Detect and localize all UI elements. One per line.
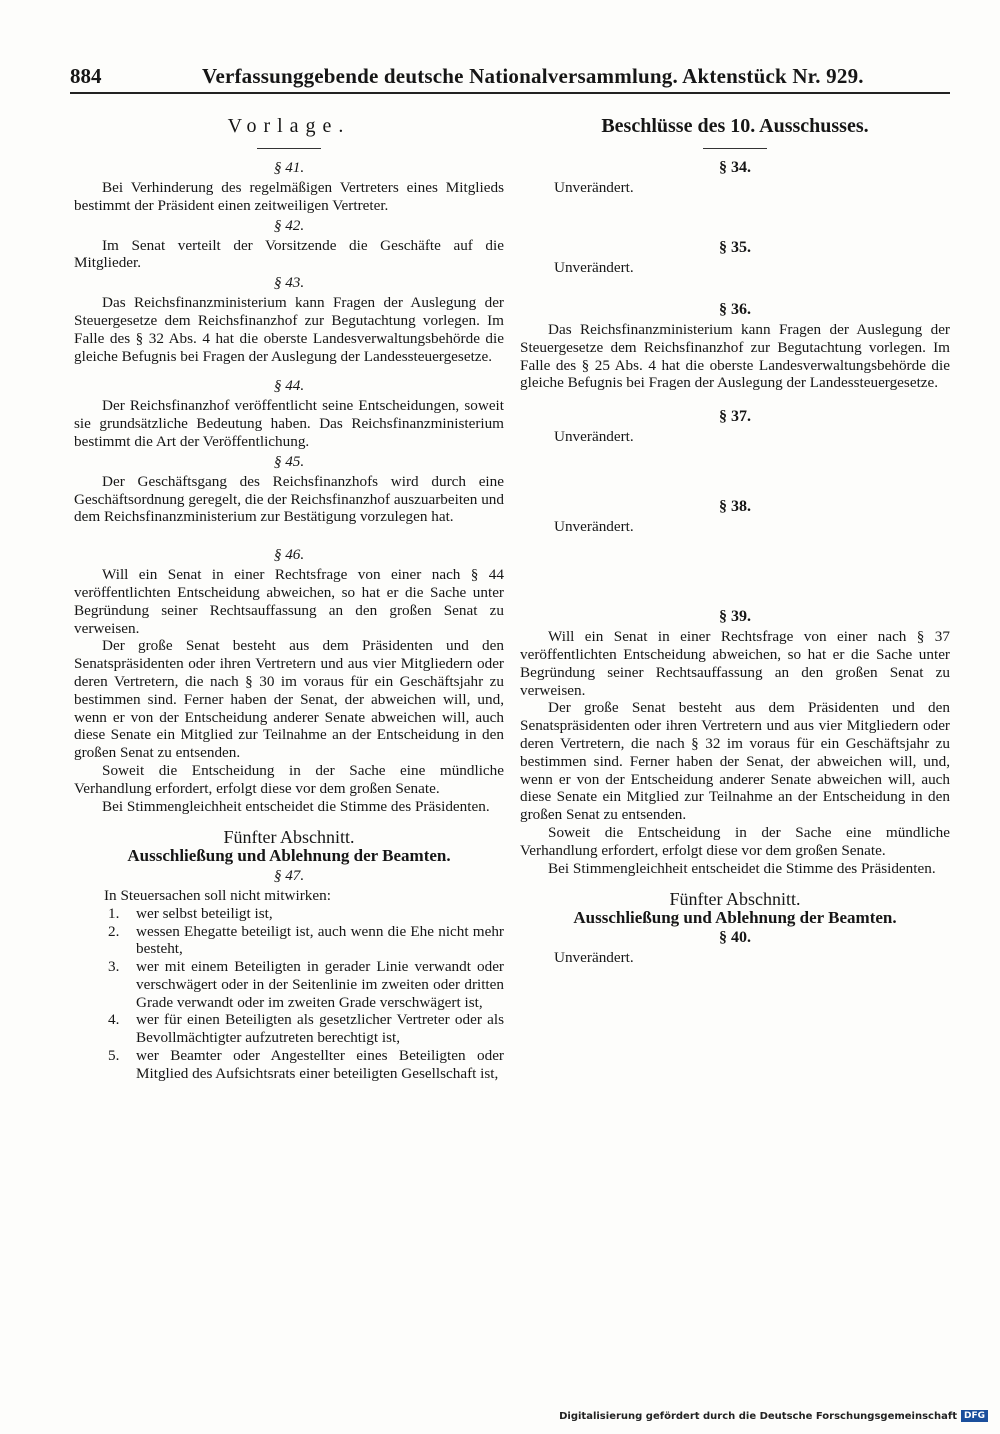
unchanged-text: Unverändert.: [554, 518, 634, 536]
list-item: 3. wer mit einem Beteiligten in gerader Linie verwandt oder verschwägert oder in der Seitenlinie im zweiten oder dritten Grade verwandt oder im zweiten Grade verschwägert ist,: [108, 958, 504, 1011]
list-item: 1. wer selbst beteiligt ist,: [108, 904, 273, 922]
list-item: 4. wer für einen Beteiligten als gesetzlicher Vertreter oder als Bevollmächtigter aufzutreten berechtigt ist,: [108, 1011, 504, 1047]
section-number: § 46.: [273, 546, 305, 564]
section-text: Will ein Senat in einer Rechtsfrage von einer nach § 37 veröffentlichten Entscheidung abweichen, so hat er die Sache unter Begründung seiner Rechtsauffassung an den großen Senat zu verweisen.: [520, 628, 950, 699]
unchanged-text: Unverändert.: [554, 179, 634, 196]
unchanged-text: Unverändert.: [554, 259, 634, 276]
list-item: 5. wer Beamter oder Angestellter eines Beteiligten oder Mitglied des Aufsichtsrats einer beteiligten Gesellschaft ist,: [108, 1047, 504, 1082]
heading-rule: [257, 148, 321, 149]
list-item: 2. wessen Ehegatte beteiligt ist, auch wenn die Ehe nicht mehr besteht,: [108, 922, 504, 958]
section-42: [74, 215, 504, 273]
section-text: Der Geschäftsgang des Reichsfinanzhofs wird durch eine Geschäftsordnung geregelt, die der Reichsfinanzhof auszuarbeiten und dem Reichsfinanzministerium zur Bestätigung vorzulegen hat.: [74, 472, 504, 526]
dfg-logo: DFG: [961, 1410, 988, 1422]
section-text: Bei Stimmengleichheit entscheidet die Stimme des Präsidenten.: [548, 859, 936, 877]
section-number: § 43.: [273, 274, 305, 292]
chapter-title: Ausschließung und Ablehnung der Beamten.: [127, 846, 451, 866]
chapter-title: Ausschließung und Ablehnung der Beamten.: [573, 908, 897, 928]
page-header: [70, 62, 950, 94]
section-text: Der große Senat besteht aus dem Präsidenten und den Senatspräsidenten oder ihren Vertretern und aus vier Mitgliedern oder deren Vertretern, die nach § 32 im voraus für ein Geschäftsjahr zu bestimmen sind. Ferner haben der Senat, der abweichen will, und, wenn er von der Entscheidung anderer Senate abweichen will, auch diese Senate ein Mitglied zur Teilnahme an der Entscheidung in den großen Senat zu entsenden.: [520, 699, 950, 824]
section-46: [74, 544, 504, 815]
right-column: [520, 110, 950, 971]
section-47-list: [74, 905, 504, 1083]
section-number: § 47.: [273, 866, 305, 884]
section-number: § 38.: [719, 498, 751, 516]
section-number: § 35.: [719, 239, 751, 256]
section-text: Der große Senat besteht aus dem Präsidenten und den Senatspräsidenten oder ihren Vertretern und aus vier Mitgliedern oder deren Vertretern, die nach § 30 im voraus für ein Geschäftsjahr zu bestimmen sind. Ferner haben der Senat, der abweichen will, und, wenn er von der Entscheidung anderer Senate abweichen will, auch diese Senate ein Mitglied zur Teilnahme an der Entscheidung in den großen Senat zu entsenden.: [74, 637, 504, 762]
running-title: Verfassunggebende deutsche Nationalversammlung. Aktenstück Nr. 929.: [202, 64, 864, 88]
section-number: § 36.: [719, 301, 751, 318]
unchanged-text: Unverändert.: [554, 948, 634, 966]
section-number: § 41.: [273, 159, 305, 176]
digitization-credit: [559, 1410, 988, 1422]
left-column: [74, 110, 504, 1083]
section-text: Will ein Senat in einer Rechtsfrage von einer nach § 44 veröffentlichten Entscheidung abweichen, so hat er die Sache unter Begründung seiner Rechtsauffassung an den großen Senat zu verweisen.: [74, 566, 504, 637]
section-number: § 44.: [273, 377, 305, 395]
chapter-label: Fünfter Abschnitt.: [669, 889, 801, 910]
section-41: [74, 157, 504, 215]
right-column-heading: Beschlüsse des 10. Ausschusses.: [601, 115, 869, 137]
section-text: Das Reichsfinanzministerium kann Fragen der Auslegung der Steuergesetze dem Reichsfinanzhof zur Begutachtung vorlegen. Im Falle des § 25 Abs. 4 hat die oberste Landesverwaltungsbehörde die gleiche Befugnis bei Fragen der Auslegung der Landessteuergesetze.: [520, 321, 950, 392]
section-text: Soweit die Entscheidung in der Sache eine mündliche Verhandlung erfordert, erfolgt diese vor dem großen Senate.: [520, 823, 950, 859]
credit-text: Digitalisierung gefördert durch die Deutsche Forschungsgemeinschaft: [559, 1410, 957, 1422]
section-text: Das Reichsfinanzministerium kann Fragen der Auslegung der Steuergesetze dem Reichsfinanzhof zur Begutachtung vorlegen. Im Falle des § 32 Abs. 4 hat die oberste Landesverwaltungsbehörde die gleiche Befugnis bei Fragen der Auslegung der Landessteuergesetze.: [74, 294, 504, 365]
section-47-intro: In Steuersachen soll nicht mitwirken:: [104, 886, 331, 904]
section-number: § 37.: [719, 408, 751, 426]
chapter-label: Fünfter Abschnitt.: [223, 827, 355, 848]
section-number: § 39.: [719, 608, 751, 626]
section-44: [74, 375, 504, 450]
section-text: Der Reichsfinanzhof veröffentlicht seine Entscheidungen, soweit sie grundsätzliche Bedeutung haben. Das Reichsfinanzministerium bestimmt die Art der Veröffentlichung.: [74, 397, 504, 450]
section-number: § 40.: [719, 928, 751, 946]
unchanged-text: Unverändert.: [554, 428, 634, 446]
section-45: [74, 451, 504, 526]
page-number: 884: [70, 64, 102, 88]
heading-rule: [703, 148, 767, 149]
section-text: Bei Stimmengleichheit entscheidet die Stimme des Präsidenten.: [102, 797, 490, 815]
section-text: Soweit die Entscheidung in der Sache eine mündliche Verhandlung erfordert, erfolgt diese vor dem großen Senate.: [74, 761, 504, 797]
section-number: § 42.: [273, 216, 305, 234]
section-text: Im Senat verteilt der Vorsitzende die Geschäfte auf die Mitglieder.: [74, 236, 504, 272]
section-number: § 34.: [719, 159, 751, 176]
section-number: § 45.: [273, 452, 305, 470]
section-43: [74, 272, 504, 365]
section-text: Bei Verhinderung des regelmäßigen Vertreters eines Mitglieds bestimmt der Präsident einen zeitweiligen Vertreter.: [74, 179, 504, 214]
left-column-heading: Vorlage.: [227, 115, 351, 137]
